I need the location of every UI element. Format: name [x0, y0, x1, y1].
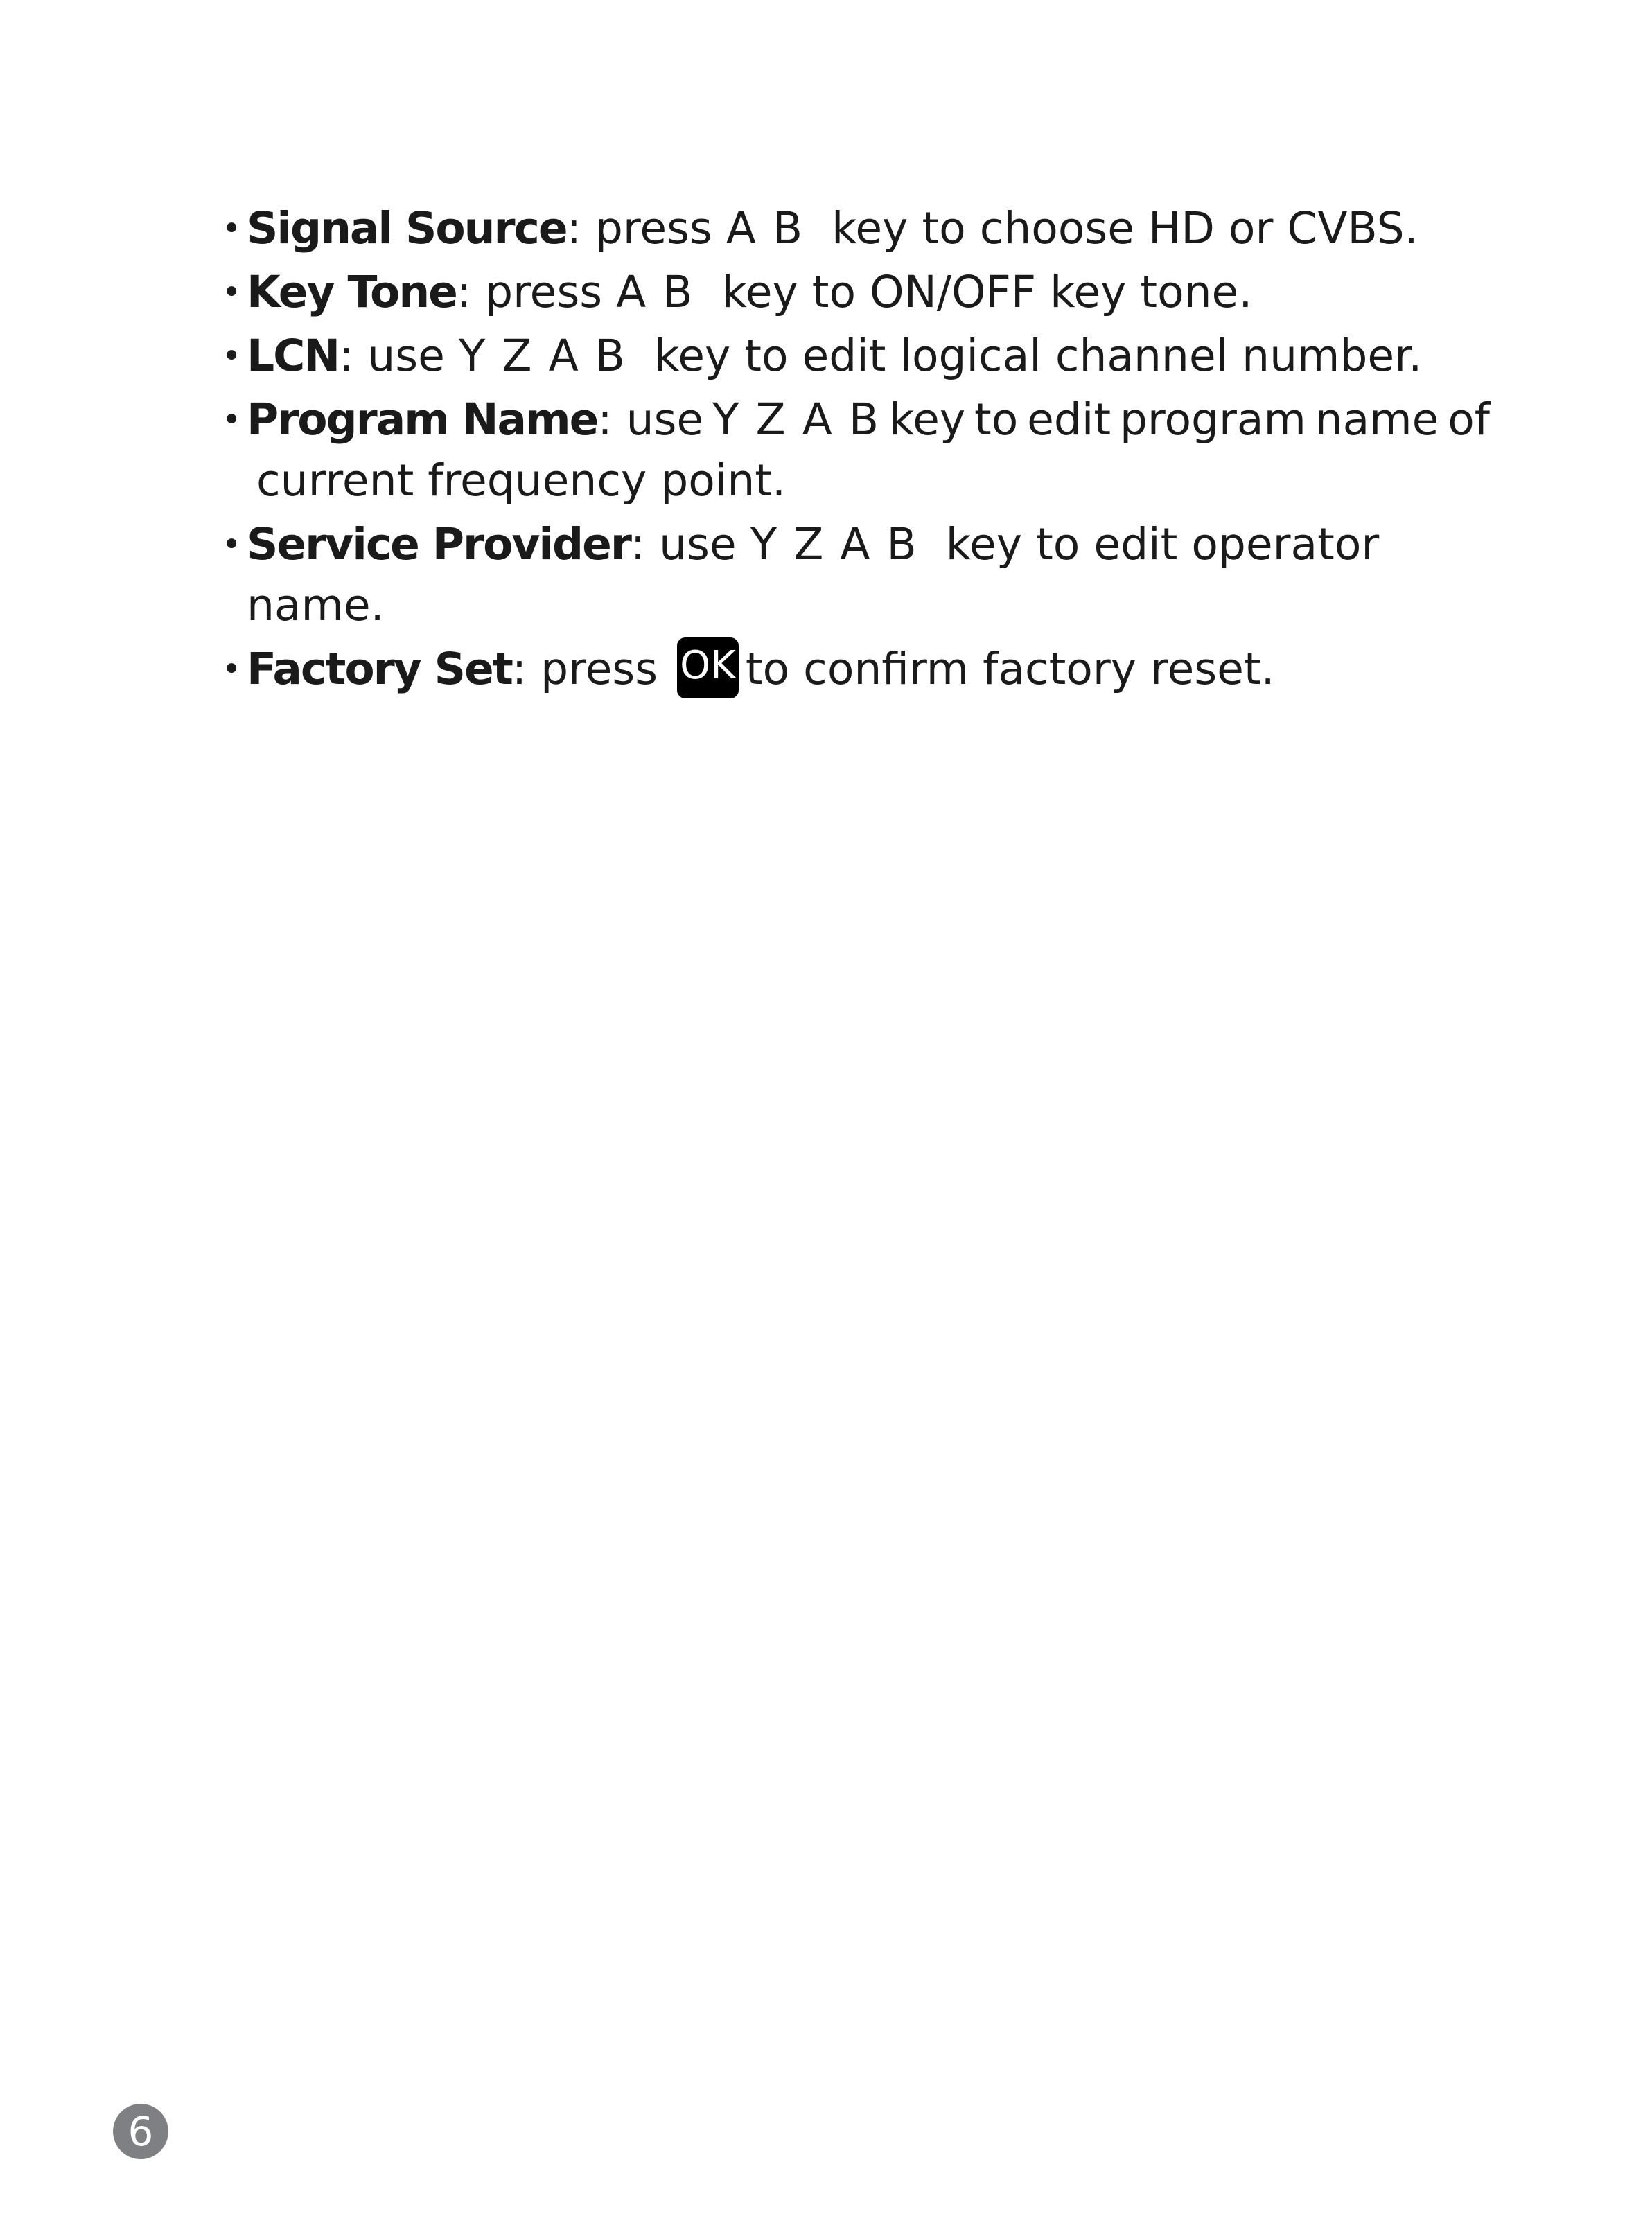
list-item-service-provider: [222, 514, 1490, 636]
description-text: key to choose HD or CVBS.: [832, 203, 1418, 254]
bullet-icon: •: [222, 401, 242, 439]
description-text: : press: [456, 267, 617, 317]
description-text: : use: [597, 394, 704, 445]
key-glyphs: A B: [726, 203, 805, 254]
continuation-text: current frequency point.: [256, 455, 786, 506]
term-signal-source: Signal Source: [247, 203, 567, 254]
description-text: : press: [511, 644, 672, 694]
description-text: : press: [566, 203, 726, 254]
term-program-name: Program Name: [247, 394, 598, 445]
list-item-signal-source: [222, 198, 1490, 259]
bullet-icon: •: [222, 337, 242, 376]
description-text: : use: [630, 519, 750, 570]
ok-key-icon: OK: [677, 637, 739, 698]
list-item-lcn: [222, 326, 1490, 387]
bullet-icon: •: [222, 650, 242, 689]
description-word: key: [888, 394, 966, 445]
term-factory-set: Factory Set: [247, 644, 512, 694]
list-item-program-name: [222, 389, 1490, 511]
description-text: key to edit operator name.: [247, 519, 1380, 631]
list-item-factory-set: [222, 639, 1490, 703]
bullet-icon: •: [222, 209, 242, 248]
description-text: key to ON/OFF key tone.: [721, 267, 1253, 317]
bullet-icon: •: [222, 525, 242, 564]
description-word: to: [974, 394, 1019, 445]
term-service-provider: Service Provider: [247, 519, 631, 570]
description-word: edit: [1027, 394, 1111, 445]
key-glyphs: Y Z A B: [712, 394, 881, 445]
term-key-tone: Key Tone: [247, 267, 457, 317]
description-text: key to edit logical channel number.: [653, 331, 1423, 381]
description-word: name: [1315, 394, 1439, 445]
description-text: to confirm factory reset.: [745, 644, 1275, 694]
description-word: program: [1119, 394, 1306, 445]
settings-description-list: [222, 198, 1490, 705]
bullet-icon: •: [222, 273, 242, 312]
key-glyphs: Y Z A B: [458, 331, 626, 381]
list-item-key-tone: [222, 262, 1490, 323]
key-glyphs: A B: [616, 267, 694, 317]
key-glyphs: Y Z A B: [750, 519, 918, 570]
description-word: of: [1448, 394, 1490, 445]
term-lcn: LCN: [247, 331, 340, 381]
justified-line: [247, 389, 1490, 450]
description-text: : use: [339, 331, 459, 381]
page-number-badge: 6: [113, 2104, 168, 2159]
